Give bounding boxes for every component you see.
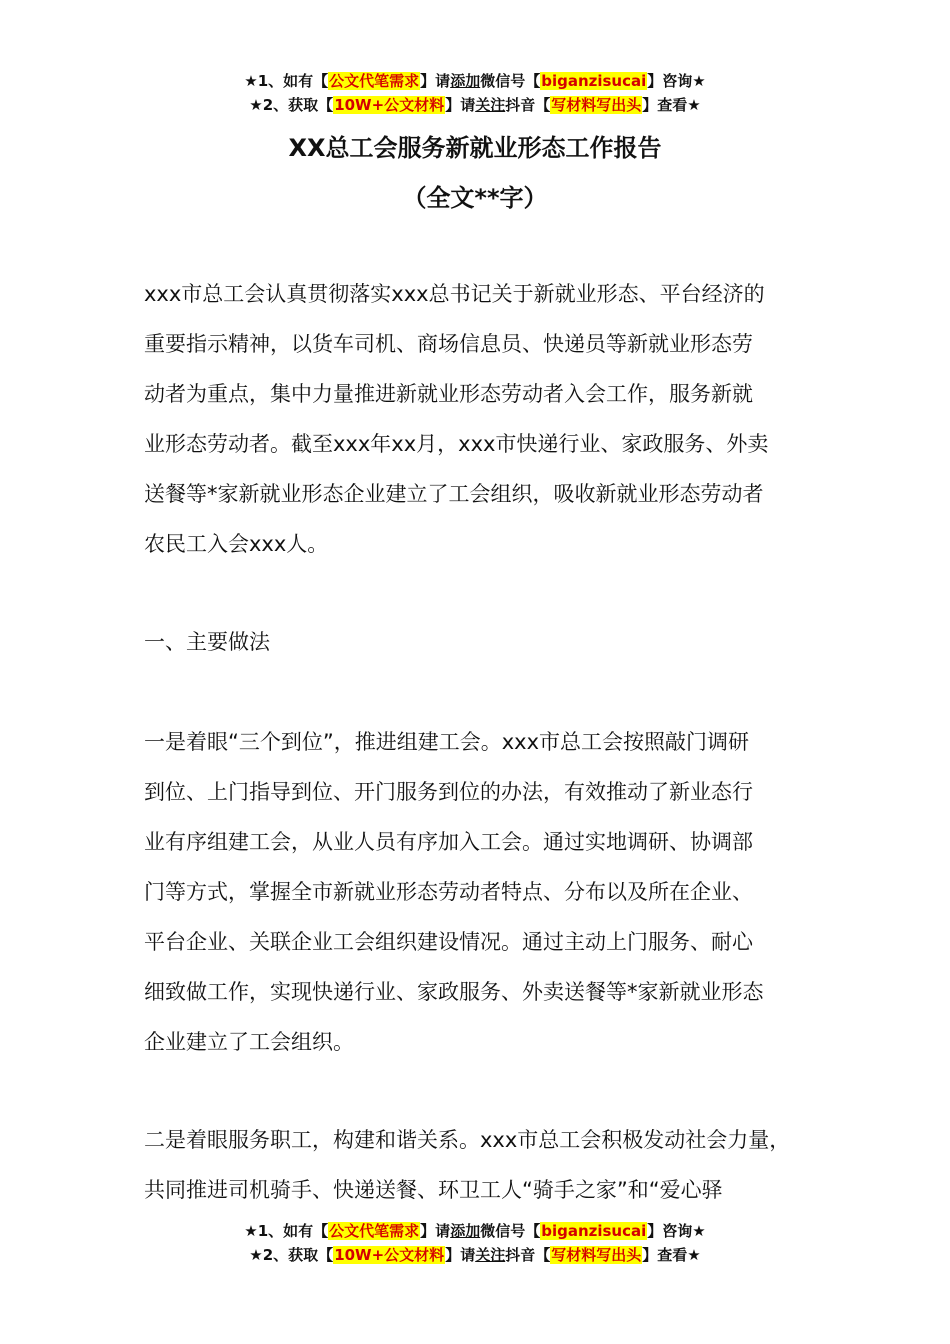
paragraph-line: 动者为重点，集中力量推进新就业形态劳动者入会工作，服务新就 <box>144 382 753 406</box>
paragraph-line: 送餐等*家新就业形态企业建立了工会组织，吸收新就业形态劳动者 <box>144 482 764 506</box>
paragraph-line: 细致做工作，实现快递行业、家政服务、外卖送餐等*家新就业形态 <box>144 980 764 1004</box>
banner-text: 微信号【 <box>480 1222 541 1240</box>
banner-line-2 <box>0 93 950 117</box>
section-heading-text: 一、主要做法 <box>144 630 270 654</box>
paragraph-line: 一是着眼“三个到位”，推进组建工会。xxx市总工会按照敲门调研 <box>144 730 750 754</box>
footer-banner <box>0 1219 950 1267</box>
intro-paragraph <box>144 269 824 569</box>
banner-text: 抖音【 <box>505 96 551 114</box>
paragraph-line: 业有序组建工会，从业人员有序加入工会。通过实地调研、协调部 <box>144 830 753 854</box>
header-banner <box>0 69 950 117</box>
banner-underlined: 添加 <box>450 72 481 90</box>
banner-text: 】咨询★ <box>647 1222 706 1240</box>
banner-text: ★1、如有【 <box>244 1222 329 1240</box>
banner-text: 】咨询★ <box>647 72 706 90</box>
banner-highlight: 公文代笔需求 <box>329 1222 420 1240</box>
banner-text: ★2、获取【 <box>249 1246 334 1264</box>
paragraph-line: 企业建立了工会组织。 <box>144 1030 354 1054</box>
banner-highlight: 10W+公文材料 <box>334 96 445 114</box>
paragraph-line: 门等方式，掌握全市新就业形态劳动者特点、分布以及所在企业、 <box>144 880 753 904</box>
document-subtitle: （全文**字） <box>402 184 548 212</box>
paragraph-line: 农民工入会xxx人。 <box>144 532 329 556</box>
banner-text: 】查看★ <box>642 96 701 114</box>
banner-underlined: 关注 <box>475 1246 506 1264</box>
paragraph-line: 重要指示精神，以货车司机、商场信息员、快递员等新就业形态劳 <box>144 332 753 356</box>
paragraph-line: xxx市总工会认真贯彻落实xxx总书记关于新就业形态、平台经济的 <box>144 282 765 306</box>
paragraph-line: 平台企业、关联企业工会组织建设情况。通过主动上门服务、耐心 <box>144 930 753 954</box>
banner-underlined: 添加 <box>450 1222 481 1240</box>
banner-wechat-id: biganzisucai <box>541 1222 647 1240</box>
banner-text: 】请 <box>445 1246 476 1264</box>
banner-douyin-id: 写材料写出头 <box>551 1246 642 1264</box>
document-title: XX总工会服务新就业形态工作报告 <box>288 134 662 162</box>
banner-line-1 <box>0 69 950 93</box>
banner-highlight: 10W+公文材料 <box>334 1246 445 1264</box>
banner-text: 】请 <box>420 72 451 90</box>
paragraph-line: 共同推进司机骑手、快递送餐、环卫工人“骑手之家”和“爱心驿 <box>144 1178 723 1202</box>
paragraph-line: 业形态劳动者。截至xxx年xx月，xxx市快递行业、家政服务、外卖 <box>144 432 769 456</box>
banner-underlined: 关注 <box>475 96 506 114</box>
banner-line-1 <box>0 1219 950 1243</box>
banner-text: 】请 <box>420 1222 451 1240</box>
banner-wechat-id: biganzisucai <box>541 72 647 90</box>
banner-line-2 <box>0 1243 950 1267</box>
banner-text: ★2、获取【 <box>249 96 334 114</box>
banner-text: 】请 <box>445 96 476 114</box>
section-heading <box>144 617 824 667</box>
banner-douyin-id: 写材料写出头 <box>551 96 642 114</box>
paragraph-line: 到位、上门指导到位、开门服务到位的办法，有效推动了新业态行 <box>144 780 753 804</box>
body-paragraph-2 <box>144 1115 824 1215</box>
banner-highlight: 公文代笔需求 <box>329 72 420 90</box>
banner-text: 】查看★ <box>642 1246 701 1264</box>
paragraph-line: 二是着眼服务职工，构建和谐关系。xxx市总工会积极发动社会力量， <box>144 1128 791 1152</box>
banner-text: 抖音【 <box>505 1246 551 1264</box>
banner-text: ★1、如有【 <box>244 72 329 90</box>
body-paragraph-1 <box>144 717 824 1067</box>
banner-text: 微信号【 <box>480 72 541 90</box>
